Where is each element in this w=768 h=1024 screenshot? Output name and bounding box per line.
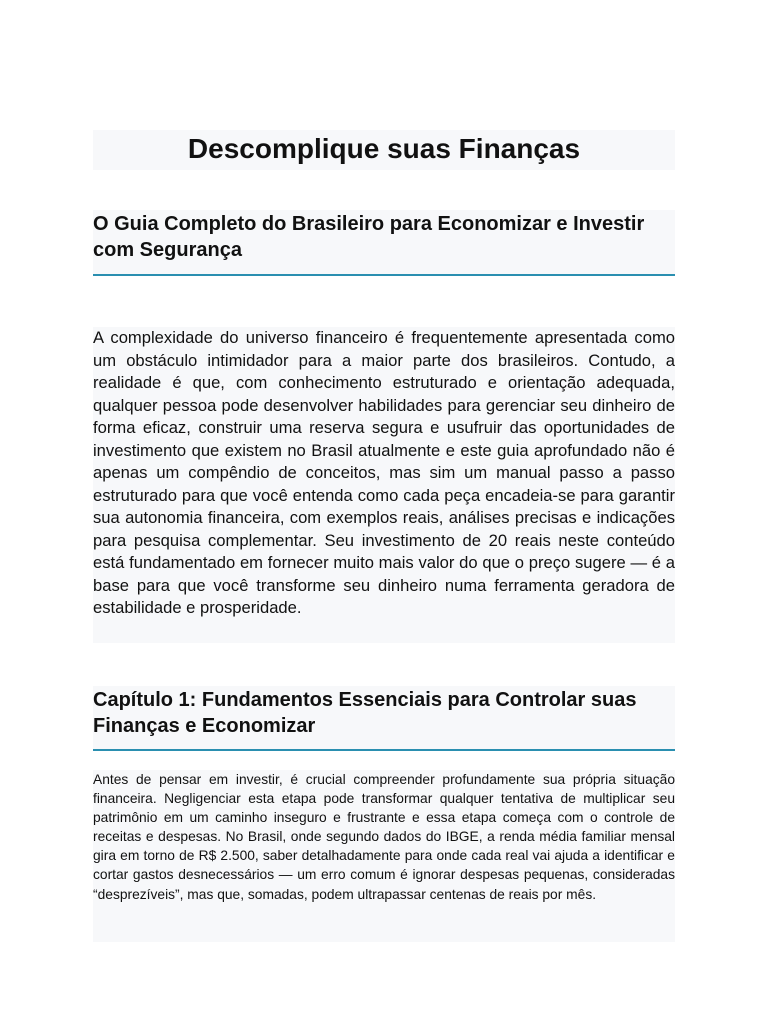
chapter-1-title: Capítulo 1: Fundamentos Essenciais para Controlar suas Finanças e Economizar [93, 689, 637, 737]
chapter-1-paragraph: Antes de pensar em investir, é crucial compreender profundamente sua própria situação financeira. Negligenciar esta etapa pode transformar qualquer tentativa de multiplicar seu patrimônio em um caminho inseguro e frustrante e essa etapa começa com o controle de receitas e despesas. No Brasil, onde segundo dados do IBGE, a renda média familiar mensal gira em torno de R$ 2.500, saber detalhadamente para onde cada real vai ajuda a identificar e cortar gastos desnecessários — um erro comum é ignorar despesas pequenas, consideradas “desprezíveis”, mas que, somadas, podem ultrapassar centenas de reais por mês. [93, 772, 675, 902]
subtitle-block [93, 210, 675, 276]
title-block [93, 130, 675, 170]
intro-paragraph: A complexidade do universo financeiro é frequentemente apresentada como um obstáculo intimidador para a maior parte dos brasileiros. Contudo, a realidade é que, com conhecimento estruturado e orientação adequada, qualquer pessoa pode desenvolver habilidades para gerenciar seu dinheiro de forma eficaz, construir uma reserva segura e usufruir das oportunidades de investimento que existem no Brasil atualmente e este guia aprofundado não é apenas um compêndio de conceitos, mas sim um manual passo a passo estruturado para que você entenda como cada peça encadeia-se para garantir sua autonomia financeira, com exemplos reais, análises precisas e indicações para pesquisa complementar. Seu investimento de 20 reais neste conteúdo está fundamentado em fornecer muito mais valor do que o preço sugere — é a base para que você transforme seu dinheiro numa ferramenta geradora de estabilidade e prosperidade. [93, 328, 675, 617]
chapter-1-heading-block [93, 686, 675, 751]
document-title: Descomplique suas Finanças [187, 133, 581, 164]
intro-block [93, 327, 675, 643]
document-subtitle: O Guia Completo do Brasileiro para Economizar e Investir com Segurança [93, 213, 645, 261]
chapter-1-body-block [93, 770, 675, 942]
